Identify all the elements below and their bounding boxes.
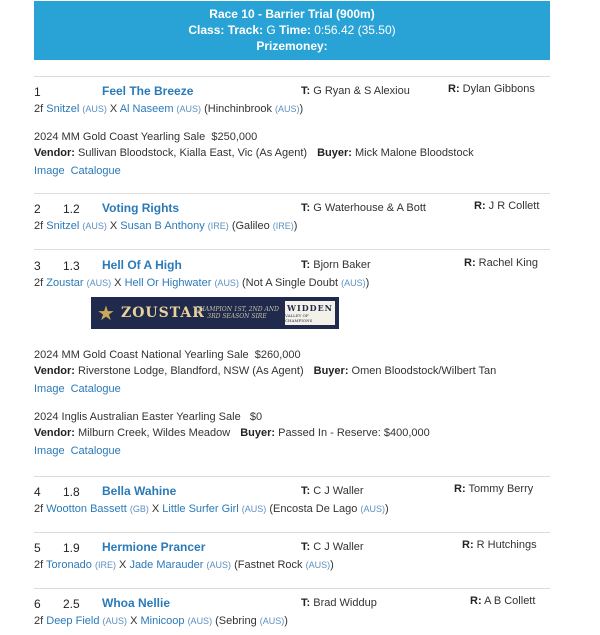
trainer: T: G Ryan & S Alexiou bbox=[301, 85, 410, 97]
entry-2 bbox=[34, 200, 550, 236]
sale-info: 2024 MM Gold Coast Yearling Sale $250,000 bbox=[34, 131, 258, 143]
finish-position: 3 bbox=[34, 259, 41, 273]
horse-name-link[interactable]: Bella Wahine bbox=[102, 484, 177, 498]
pedigree: 2f Toronado (IRE) X Jade Marauder (AUS) (Fastnet Rock (AUS)) bbox=[34, 559, 334, 571]
horse-name-link[interactable]: Hermione Prancer bbox=[102, 540, 206, 554]
sire-link[interactable]: Snitzel (AUS) bbox=[46, 103, 107, 115]
star-icon: ★ bbox=[97, 302, 115, 325]
horse-name-link[interactable]: Hell Of A High bbox=[102, 258, 182, 272]
odds: 1.2 bbox=[63, 202, 80, 216]
horse-name-link[interactable]: Voting Rights bbox=[102, 201, 180, 215]
odds: 2.5 bbox=[63, 597, 80, 611]
odds: 1.8 bbox=[63, 485, 80, 499]
trainer: T: C J Waller bbox=[301, 541, 364, 553]
finish-position: 6 bbox=[34, 597, 41, 611]
trainer: T: G Waterhouse & A Bott bbox=[301, 202, 426, 214]
race-prizemoney: Prizemoney: bbox=[256, 39, 328, 53]
sale-info: 2024 MM Gold Coast National Yearling Sale $260,000 bbox=[34, 349, 301, 361]
odds: 1.9 bbox=[63, 541, 80, 555]
race-header bbox=[34, 1, 550, 60]
divider bbox=[34, 249, 550, 250]
entry-1 bbox=[34, 83, 550, 181]
dam-link[interactable]: Susan B Anthony (IRE) bbox=[120, 220, 229, 232]
entry-5 bbox=[34, 539, 550, 575]
image-link[interactable]: Image bbox=[34, 383, 65, 395]
entry-3-sales bbox=[34, 349, 550, 461]
trainer: T: C J Waller bbox=[301, 485, 364, 497]
entry-4 bbox=[34, 483, 550, 519]
odds: 1.3 bbox=[63, 259, 80, 273]
sire-link[interactable]: Zoustar (AUS) bbox=[46, 277, 112, 289]
sale-info: 2024 Inglis Australian Easter Yearling Sale $0 bbox=[34, 411, 263, 423]
widden-logo: WIDDEN VALLEY OF CHAMPIONS bbox=[285, 303, 333, 323]
pedigree: 2f Deep Field (AUS) X Minicoop (AUS) (Sebring (AUS)) bbox=[34, 615, 288, 627]
finish-position: 2 bbox=[34, 202, 41, 216]
jockey: R: A B Collett bbox=[470, 595, 536, 607]
dam-link[interactable]: Hell Or Highwater (AUS) bbox=[124, 277, 239, 289]
vendor-buyer: Vendor: Riverstone Lodge, Blandford, NSW (As Agent) Buyer: Omen Bloodstock/Wilbert Tan bbox=[34, 365, 497, 377]
horse-name-link[interactable]: Feel The Breeze bbox=[102, 84, 194, 98]
sire-link[interactable]: Snitzel (AUS) bbox=[46, 220, 107, 232]
vendor-buyer: Vendor: Sullivan Bloodstock, Kialla East, Vic (As Agent) Buyer: Mick Malone Bloodstock bbox=[34, 147, 474, 159]
finish-position: 1 bbox=[34, 85, 41, 99]
divider bbox=[34, 76, 550, 77]
race-title: Race 10 - Barrier Trial (900m) bbox=[209, 7, 375, 21]
image-link[interactable]: Image bbox=[34, 445, 65, 457]
trainer: T: Bjorn Baker bbox=[301, 259, 371, 271]
entry-6 bbox=[34, 595, 550, 631]
dam-link[interactable]: Little Surfer Girl (AUS) bbox=[162, 503, 267, 515]
pedigree: 2f Snitzel (AUS) X Susan B Anthony (IRE) (Galileo (IRE)) bbox=[34, 220, 298, 232]
pedigree: 2f Snitzel (AUS) X Al Naseem (AUS) (Hinchinbrook (AUS)) bbox=[34, 103, 304, 115]
divider bbox=[34, 532, 550, 533]
race-class-track-time: Class: Track: G Time: 0:56.42 (35.50) bbox=[188, 23, 396, 37]
catalogue-link[interactable]: Catalogue bbox=[70, 445, 121, 457]
horse-name-link[interactable]: Whoa Nellie bbox=[102, 596, 171, 610]
dam-link[interactable]: Minicoop (AUS) bbox=[140, 615, 213, 627]
jockey: R: Dylan Gibbons bbox=[448, 83, 535, 95]
jockey: R: J R Collett bbox=[474, 200, 540, 212]
trainer: T: Brad Widdup bbox=[301, 597, 377, 609]
catalogue-link[interactable]: Catalogue bbox=[70, 383, 121, 395]
divider bbox=[34, 193, 550, 194]
dam-link[interactable]: Al Naseem (AUS) bbox=[119, 103, 202, 115]
dam-link[interactable]: Jade Marauder (AUS) bbox=[129, 559, 231, 571]
catalogue-link[interactable]: Catalogue bbox=[70, 165, 121, 177]
image-link[interactable]: Image bbox=[34, 165, 65, 177]
finish-position: 4 bbox=[34, 485, 41, 499]
pedigree: 2f Wootton Bassett (GB) X Little Surfer Girl (AUS) (Encosta De Lago (AUS)) bbox=[34, 503, 389, 515]
divider bbox=[34, 476, 550, 477]
finish-position: 5 bbox=[34, 541, 41, 555]
jockey: R: R Hutchings bbox=[462, 539, 537, 551]
sire-link[interactable]: Toronado (IRE) bbox=[46, 559, 116, 571]
jockey: R: Rachel King bbox=[464, 257, 538, 269]
sire-link[interactable]: Deep Field (AUS) bbox=[46, 615, 128, 627]
sire-link[interactable]: Wootton Bassett (GB) bbox=[46, 503, 149, 515]
pedigree: 2f Zoustar (AUS) X Hell Or Highwater (AUS) (Not A Single Doubt (AUS)) bbox=[34, 277, 370, 289]
jockey: R: Tommy Berry bbox=[454, 483, 534, 495]
zoustar-advert-banner[interactable]: ★ ZOUSTAR CHAMPION 1ST, 2ND AND 3RD SEASON SIRE WIDDEN VALLEY OF CHAMPIONS bbox=[91, 297, 339, 329]
vendor-buyer: Vendor: Milburn Creek, Wildes Meadow Buyer: Passed In - Reserve: $400,000 bbox=[34, 427, 430, 439]
divider bbox=[34, 588, 550, 589]
entry-3 bbox=[34, 257, 550, 293]
